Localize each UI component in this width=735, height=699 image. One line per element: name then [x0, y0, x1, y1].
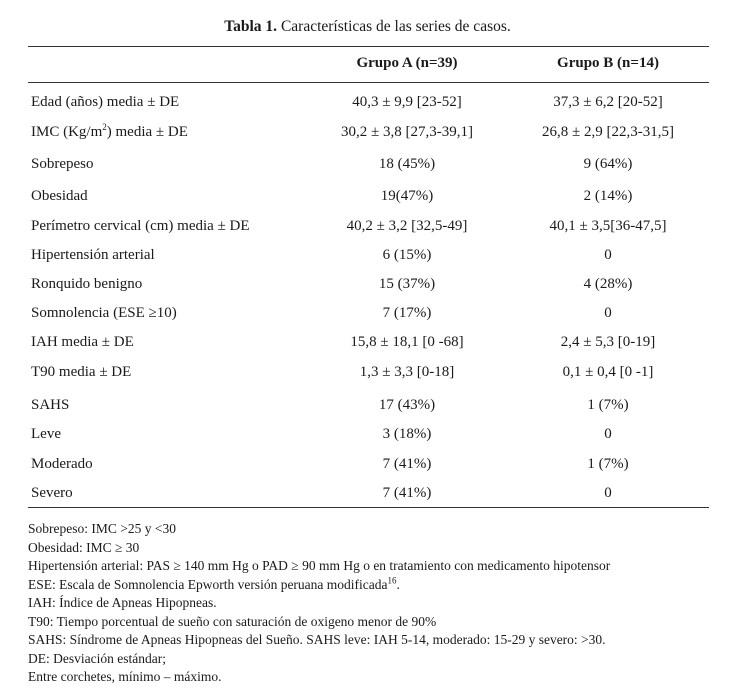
group-a-value: 30,2 ± 3,8 [27,3-39,1]	[341, 124, 473, 140]
footnote: Obesidad: IMC ≥ 30	[28, 539, 140, 555]
footnote	[28, 576, 718, 595]
row-label: Obesidad	[31, 188, 88, 204]
header-group-a: Grupo A (n=39)	[356, 55, 458, 71]
top-rule	[28, 46, 709, 47]
header-group-b: Grupo B (n=14)	[557, 55, 659, 71]
table-row	[0, 120, 735, 144]
group-a-value: 15,8 ± 18,1 [0 -68]	[350, 334, 464, 350]
row-label: Perímetro cervical (cm) media ± DE	[31, 218, 250, 234]
row-label: SAHS	[31, 397, 70, 413]
row-label: Severo	[31, 485, 73, 501]
footnote-text: ESE: Escala de Somnolencia Epworth versión peruana modificada	[28, 576, 388, 592]
row-label: Edad (años) media ± DE	[31, 94, 180, 110]
table-row	[0, 152, 735, 176]
table-caption	[0, 17, 735, 37]
group-a-value: 17 (43%)	[378, 397, 436, 413]
row-label: Moderado	[31, 456, 93, 472]
group-a-value: 7 (41%)	[382, 456, 432, 472]
group-a-value: 15 (37%)	[378, 276, 436, 292]
group-a-value: 19(47%)	[380, 188, 434, 204]
table-row	[0, 184, 735, 208]
row-label-superscript: 2	[102, 122, 107, 132]
table-row	[0, 360, 735, 384]
table-row	[0, 301, 735, 325]
group-b-value: 37,3 ± 6,2 [20-52]	[553, 94, 663, 110]
footnote-text: .	[396, 576, 400, 592]
group-a-value: 1,3 ± 3,3 [0-18]	[359, 364, 455, 380]
row-label: Hipertensión arterial	[31, 247, 155, 263]
table-row	[0, 90, 735, 114]
row-label: T90 media ± DE	[31, 364, 132, 380]
footnote: Hipertensión arterial: PAS ≥ 140 mm Hg o PAD ≥ 90 mm Hg o en tratamiento con medicamento hipotensor	[28, 558, 611, 573]
group-b-value: 0	[604, 485, 612, 501]
row-label: Sobrepeso	[31, 156, 94, 172]
group-b-value: 26,8 ± 2,9 [22,3-31,5]	[542, 124, 674, 140]
group-b-value: 0	[604, 305, 612, 321]
group-b-value: 0	[604, 247, 612, 263]
group-a-value: 40,2 ± 3,2 [32,5-49]	[346, 218, 468, 234]
caption-label: Tabla 1.	[224, 18, 278, 35]
group-b-value: 1 (7%)	[587, 397, 629, 413]
group-b-value: 1 (7%)	[587, 456, 629, 472]
group-b-value: 4 (28%)	[583, 276, 633, 292]
table-row	[0, 272, 735, 296]
group-b-value: 2,4 ± 5,3 [0-19]	[560, 334, 656, 350]
group-a-value: 7 (17%)	[382, 305, 432, 321]
row-label: Somnolencia (ESE ≥10)	[31, 305, 177, 321]
table-row	[0, 214, 735, 238]
footnote: DE: Desviación estándar;	[28, 650, 166, 666]
group-a-value: 40,3 ± 9,9 [23-52]	[352, 94, 462, 110]
table-row	[0, 393, 735, 417]
group-a-value: 3 (18%)	[382, 426, 432, 442]
row-label: Leve	[31, 426, 61, 442]
row-label	[31, 120, 188, 144]
row-label: Ronquido benigno	[31, 276, 143, 292]
row-label-part: IMC (Kg/m	[31, 124, 103, 140]
group-b-value: 40,1 ± 3,5[36-47,5]	[549, 218, 667, 234]
row-label: IAH media ± DE	[31, 334, 134, 350]
table-footnotes	[28, 520, 718, 687]
group-b-value: 2 (14%)	[583, 188, 633, 204]
header-rule	[28, 82, 709, 83]
caption-text: Características de las series de casos.	[277, 18, 511, 35]
footnote: IAH: Índice de Apneas Hipopneas.	[28, 595, 217, 610]
group-a-value: 7 (41%)	[382, 485, 432, 501]
group-a-value: 6 (15%)	[382, 247, 432, 263]
table-row	[0, 452, 735, 476]
bottom-rule	[28, 507, 709, 508]
group-b-value: 9 (64%)	[583, 156, 633, 172]
table-row	[0, 481, 735, 505]
table-row	[0, 422, 735, 446]
group-b-value: 0,1 ± 0,4 [0 -1]	[562, 364, 654, 380]
group-b-value: 0	[604, 426, 612, 442]
footnote: Sobrepeso: IMC >25 y <30	[28, 521, 176, 536]
table-row	[0, 243, 735, 267]
footnote: Entre corchetes, mínimo – máximo.	[28, 669, 222, 684]
group-a-value: 18 (45%)	[378, 156, 436, 172]
footnote-reference: 16	[387, 575, 397, 585]
row-label-part: ) media ± DE	[106, 124, 188, 140]
footnote: SAHS: Síndrome de Apneas Hipopneas del Sueño. SAHS leve: IAH 5-14, moderado: 15-29 y severo: >30.	[28, 632, 606, 647]
table-row	[0, 330, 735, 354]
footnote: T90: Tiempo porcentual de sueño con saturación de oxigeno menor de 90%	[28, 613, 437, 629]
